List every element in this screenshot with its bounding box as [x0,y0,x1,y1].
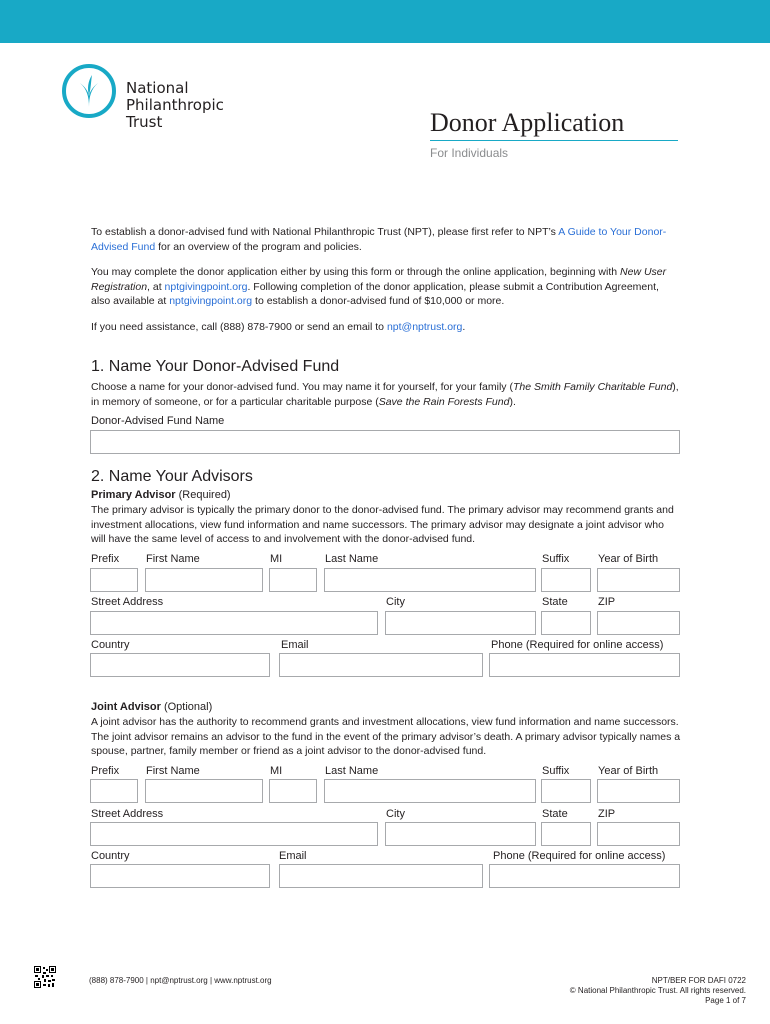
email-link[interactable]: npt@nptrust.org [386,321,463,333]
primary-year-of-birth-label: Year of Birth [598,553,659,565]
joint-suffix-input[interactable] [541,779,591,803]
primary-email-input[interactable] [279,653,483,677]
joint-year-of-birth-input[interactable] [597,779,680,803]
joint-advisor-note: (Optional) [160,701,213,713]
joint-last-name-label: Last Name [325,765,379,777]
page-title: Donor Application [430,108,625,137]
intro-p2-b: , at [147,280,165,293]
joint-zip-label: ZIP [598,808,616,820]
footer-info [570,976,746,1006]
primary-phone-label: Phone (Required for online access) [491,639,664,651]
giving-point-link-1[interactable]: nptgivingpoint.org [164,280,248,293]
joint-street-label: Street Address [91,808,164,820]
primary-email-label: Email [281,639,309,651]
section1-desc-b: ), in memory of someone, or for a particular charitable purpose ( [91,381,679,408]
primary-first-name-input[interactable] [145,568,263,592]
joint-state-input[interactable] [541,822,591,846]
footer-contact: (888) 878-7900 | npt@nptrust.org | www.nptrust.org [89,976,272,985]
primary-state-label: State [542,596,568,608]
section1-desc-em1: The Smith Family Charitable Fund [512,381,673,393]
section2-heading: 2. Name Your Advisors [91,468,253,485]
primary-mi-label: MI [270,553,283,565]
joint-state-label: State [542,808,568,820]
joint-prefix-input[interactable] [90,779,138,803]
joint-email-input[interactable] [279,864,483,888]
intro-p2-d: to establish a donor-advised fund of $10,000 or more. [252,295,505,307]
primary-advisor-title: Primary Advisor [91,489,176,501]
joint-phone-input[interactable] [489,864,680,888]
primary-last-name-label: Last Name [325,553,379,565]
joint-email-label: Email [279,850,307,862]
joint-prefix-label: Prefix [91,765,120,777]
intro-p1-text: To establish a donor-advised fund with National Philanthropic Trust (NPT), please first refer to NPT’s [91,226,559,238]
primary-country-label: Country [91,639,130,651]
footer-page-number: Page 1 of 7 [705,996,746,1005]
intro-paragraph-2 [91,265,681,309]
joint-country-input[interactable] [90,864,270,888]
joint-last-name-input[interactable] [324,779,536,803]
joint-phone-label: Phone (Required for online access) [493,850,666,862]
joint-mi-label: MI [270,765,283,777]
joint-advisor-description: A joint advisor has the authority to recommend grants and investment allocations, view fund information and name successors. The joint advisor remains an advisor to the fund in the event of the primary advisor’s death. A primary advisor typically names a spouse, partner, family member or friend as a joint advisor to the donor-advised fund. [91,716,681,757]
intro-p2-em: New User Registration [91,266,667,293]
intro-paragraph-3 [91,320,681,335]
joint-country-label: Country [91,850,130,862]
section1-heading: 1. Name Your Donor-Advised Fund [91,358,340,375]
joint-street-input[interactable] [90,822,378,846]
org-name-line3: Trust [126,113,163,131]
intro-p2-a: You may complete the donor application either by using this form or through the online application, beginning with [91,266,621,278]
org-name-line2: Philanthropic [126,96,224,114]
primary-street-input[interactable] [90,611,378,635]
joint-mi-input[interactable] [269,779,317,803]
primary-year-of-birth-input[interactable] [597,568,680,592]
primary-advisor-note: (Required) [175,489,231,501]
joint-advisor-title: Joint Advisor [91,701,161,713]
primary-prefix-label: Prefix [91,553,120,565]
joint-advisor-heading [91,701,212,713]
joint-city-label: City [386,808,405,820]
section1-desc-c: ). [509,395,516,408]
top-color-bar [0,0,770,43]
intro-p1-after: for an overview of the program and policies. [155,240,362,253]
npt-logo-icon [61,63,117,119]
primary-state-input[interactable] [541,611,591,635]
intro-p3-text: If you need assistance, call (888) 878-7900 or send an email to [91,321,387,333]
primary-first-name-label: First Name [146,553,200,565]
section1-description [91,380,681,409]
primary-suffix-input[interactable] [541,568,591,592]
fund-name-label: Donor-Advised Fund Name [91,415,225,427]
org-name-line1: National [126,79,189,97]
primary-advisor-heading [91,489,231,501]
primary-last-name-input[interactable] [324,568,536,592]
joint-city-input[interactable] [385,822,536,846]
section1-desc-em2: Save the Rain Forests Fund [378,395,510,408]
qr-code-icon [34,966,56,988]
joint-suffix-label: Suffix [542,765,570,777]
footer-copyright: © National Philanthropic Trust. All rights reserved. [569,986,746,995]
primary-phone-input[interactable] [489,653,680,677]
guide-link[interactable]: A Guide to Your Donor-Advised Fund [91,226,667,253]
primary-zip-label: ZIP [598,596,616,608]
fund-name-input[interactable] [90,430,680,454]
joint-year-of-birth-label: Year of Birth [598,765,659,777]
primary-suffix-label: Suffix [542,553,570,565]
primary-prefix-input[interactable] [90,568,138,592]
primary-mi-input[interactable] [269,568,317,592]
footer-form-code: NPT/BER FOR DAFI 0722 [651,976,746,985]
title-divider [430,140,678,141]
joint-first-name-input[interactable] [145,779,263,803]
primary-country-input[interactable] [90,653,270,677]
joint-first-name-label: First Name [146,765,200,777]
intro-p2-c: . Following completion of the donor application, please submit a Contribution Agreement, also available at [91,280,659,307]
primary-zip-input[interactable] [597,611,680,635]
section1-desc-a: Choose a name for your donor-advised fund. You may name it for yourself, for your family ( [91,381,513,393]
intro-p3-after: . [462,321,466,333]
giving-point-link-2[interactable]: nptgivingpoint.org [169,295,253,307]
org-name [126,80,224,131]
intro-paragraph-1 [91,225,681,254]
joint-zip-input[interactable] [597,822,680,846]
primary-street-label: Street Address [91,596,164,608]
primary-city-input[interactable] [385,611,536,635]
primary-city-label: City [386,596,405,608]
page-subtitle: For Individuals [430,146,509,160]
primary-advisor-description: The primary advisor is typically the primary donor to the donor-advised fund. The primary advisor may recommend grants and investment allocations, view fund information and name successors. The primary advisor may designate a joint advisor who will have the same level of access to and involvement with the donor-advised fund. [91,504,674,545]
